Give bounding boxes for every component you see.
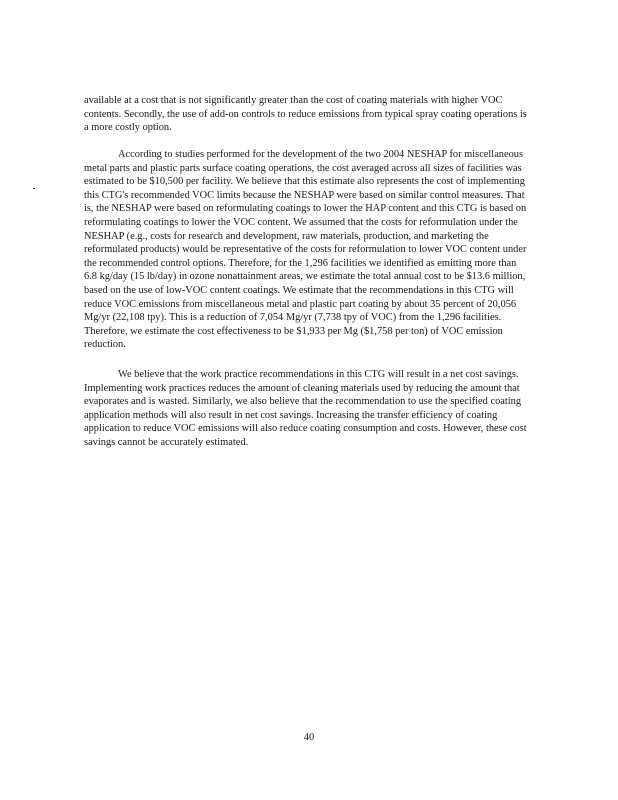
paragraph-continuation: [84, 94, 530, 135]
paragraph-work-practices: [84, 368, 530, 450]
margin-mark: [33, 188, 35, 189]
paragraph-text: According to studies performed for the development of the two 2004 NESHAP for miscellaneous metal parts and plastic parts surface coating operations, the cost averaged across all sizes of facilities was estimated to be $10,500 per facility. We believe that this estimate also represents the cost of implementing this CTG's recommended VOC limits because the NESHAP were based on similar control measures. That is, the NESHAP were based on reformulating coatings to lower the HAP content and this CTG is based on reformulating coatings to lower the VOC content. We assumed that the costs for reformulation under the NESHAP (e.g., costs for research and development, raw materials, production, and marketing the reformulated products) would be representative of the costs for reformulation to lower VOC content under the recommended control options. Therefore, for the 1,296 facilities we identified as emitting more than 6.8 kg/day (15 lb/day) in ozone nonattainment areas, we estimate the total annual cost to be $13.6 million, based on the use of low-VOC content coatings. We estimate that the recommendations in this CTG will reduce VOC emissions from miscellaneous metal and plastic part coating by about 35 percent of 20,056 Mg/yr (22,108 tpy). This is a reduction of 7,054 Mg/yr (7,738 tpy of VOC) from the 1,296 facilities. Therefore, we estimate the cost effectiveness to be $1,933 per Mg ($1,758 per ton) of VOC emission reduction.: [84, 149, 527, 351]
paragraph-text: We believe that the work practice recommendations in this CTG will result in a net cost savings. Implementing work practices reduces the amount of cleaning materials used by reducing the amount that evaporates and is wasted. Similarly, we also believe that the recommendation to use the specified coating application methods will also result in net cost savings. Increasing the transfer efficiency of coating application to reduce VOC emissions will also reduce coating consumption and costs. However, these cost savings cannot be accurately estimated.: [84, 369, 527, 448]
page-number: 40: [303, 732, 315, 743]
paragraph-text: available at a cost that is not significantly greater than the cost of coating materials with higher VOC contents. Secondly, the use of add-on controls to reduce emissions from typical spray coating operations is a more costly option.: [84, 95, 527, 134]
paragraph-cost-estimate: [84, 148, 530, 352]
